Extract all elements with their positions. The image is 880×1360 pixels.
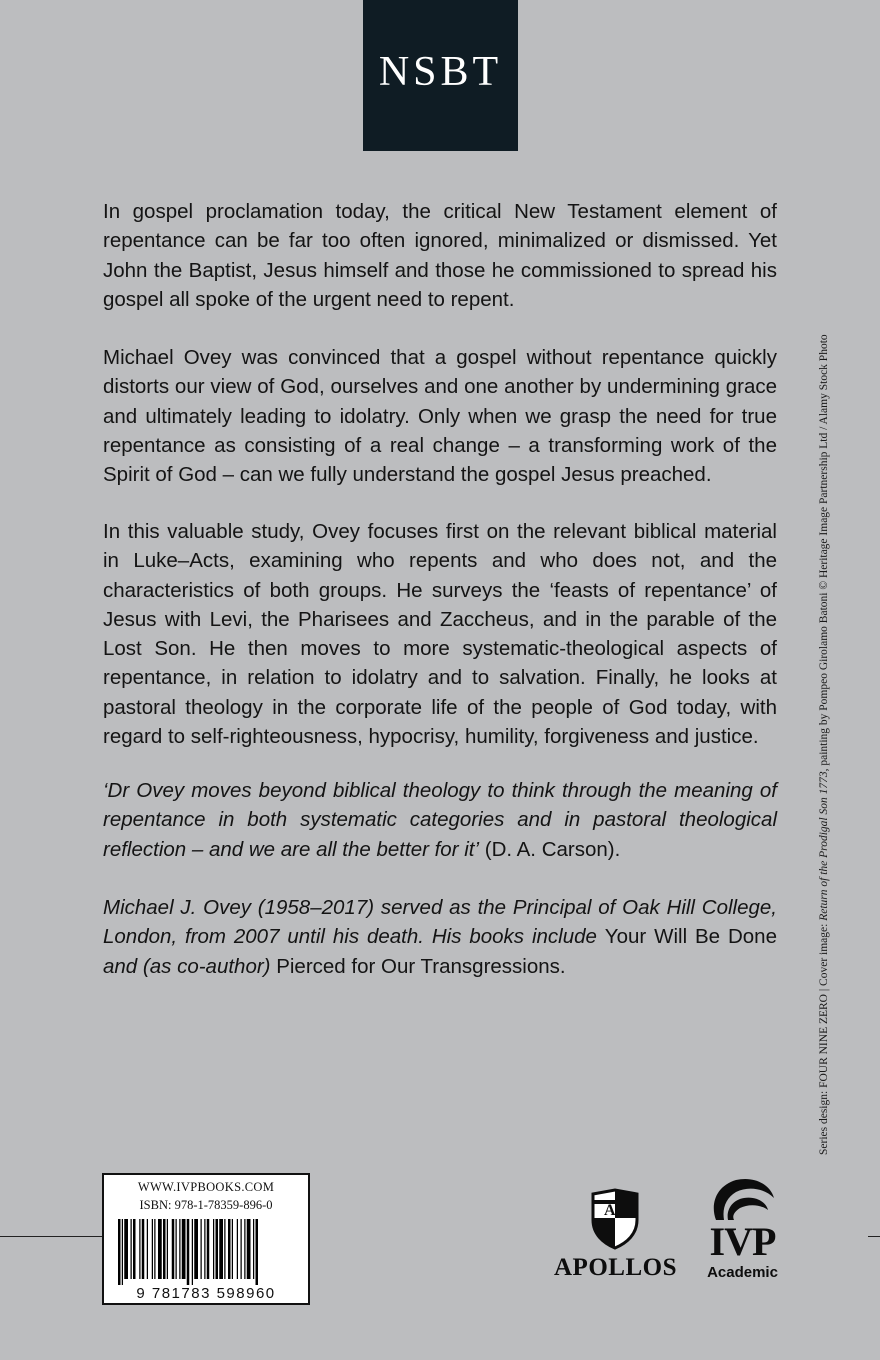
barcode-bar	[152, 1219, 153, 1279]
barcode-bar	[122, 1219, 123, 1285]
barcode-bar	[192, 1219, 193, 1285]
nsbt-series-logo	[363, 0, 518, 151]
blurb-paragraph-2: Michael Ovey was convinced that a gospel without repentance quickly distorts our view of God, ourselves and one another by undermining grace and ultimately leading to idolatry. Only when we grasp the need for true repentance as consisting of a real change – a transforming work of the Spirit of God – can we fully understand the gospel Jesus preached.	[103, 346, 777, 487]
endorsement-quote	[103, 776, 777, 864]
bio-text-a: Michael J. Ovey (1958–2017) served as the Principal of Oak Hill College, London, from 2007 until his death. His books include	[103, 896, 777, 949]
trim-line-right	[868, 1236, 880, 1237]
barcode-bar	[213, 1219, 214, 1279]
apollos-shield-icon	[589, 1188, 641, 1250]
barcode-bar	[124, 1219, 128, 1279]
barcode-bar	[139, 1219, 140, 1279]
barcode-bar	[247, 1219, 251, 1279]
barcode-bar	[172, 1219, 175, 1279]
barcode-bar	[133, 1219, 136, 1279]
barcode-bar	[232, 1219, 233, 1279]
barcode-bar	[131, 1219, 132, 1279]
shield-letter: A	[604, 1202, 616, 1219]
barcode-bar	[167, 1219, 168, 1279]
bio-book-2: Pierced for Our Transgressions	[276, 954, 560, 978]
nsbt-logo-text: NSBT	[378, 48, 503, 95]
barcode-bar	[207, 1219, 210, 1279]
blurb-paragraph-3: In this valuable study, Ovey focuses first on the relevant biblical material in Luke–Acts, examining who repents and who does not, and the characteristics of both groups. He surveys the ‘feasts of repentance’ of Jesus with Levi, the Pharisees and Zaccheus, and in the parable of the Lost Son. He then moves to more systematic-theological aspects of repentance, in relation to idolatry and to salvation. Finally, he looks at pastoral theology in the corporate life of the people of God today, with regard to self-righteousness, hypocrisy, humility, forgiveness and justice.	[103, 520, 777, 749]
barcode-bar	[176, 1219, 177, 1279]
barcode-bar	[187, 1219, 190, 1285]
blurb-paragraph-1: In gospel proclamation today, the critical New Testament element of repentance can be far too often ignored, minimalized or dismissed. Yet John the Baptist, Jesus himself and those he commissioned to spread his gospel all spoke of the urgent need to repent.	[103, 200, 777, 311]
author-bio	[103, 893, 777, 981]
ivp-academic-label: Academic	[707, 1264, 778, 1281]
barcode-bar	[118, 1219, 121, 1285]
apollos-wordmark: APOLLOS	[554, 1254, 677, 1281]
barcode-bar	[241, 1219, 242, 1279]
barcode-bar	[142, 1219, 145, 1279]
barcode-bar	[237, 1219, 238, 1279]
apollos-logo	[553, 1188, 678, 1283]
barcode-bar	[219, 1219, 223, 1279]
barcode-bar	[224, 1219, 225, 1279]
bio-book-1: Your Will Be Done	[604, 925, 777, 949]
barcode-bar	[194, 1219, 198, 1279]
quote-text: ‘Dr Ovey moves beyond biblical theology to think through the meaning of repentance in both systematic categories and in pastoral theological reflection – and we are all the better for it’	[103, 779, 777, 861]
barcode-bar	[256, 1219, 259, 1285]
barcode-bar	[204, 1219, 205, 1279]
ivp-wordmark: IVP	[709, 1219, 776, 1264]
barcode-bar	[244, 1219, 245, 1279]
trim-line-left	[0, 1236, 102, 1237]
isbn-label: ISBN: 978-1-78359-896-0	[139, 1198, 273, 1212]
barcode-bar	[158, 1219, 162, 1279]
barcode-bars	[112, 1219, 300, 1285]
credit-painting-title: Return of the Prodigal Son 1773	[818, 771, 830, 921]
barcode-bar	[179, 1219, 180, 1279]
design-credit	[818, 195, 830, 1155]
barcode-bar	[182, 1219, 186, 1279]
barcode-digits: 9 781783 598960	[136, 1285, 276, 1302]
barcode-bar	[253, 1219, 254, 1279]
quote-attribution: (D. A. Carson).	[479, 837, 621, 861]
barcode-bar	[147, 1219, 148, 1279]
ivp-academic-logo	[700, 1176, 785, 1286]
ivp-flame-icon	[706, 1176, 778, 1224]
barcode-bar	[228, 1219, 231, 1279]
barcode-box	[102, 1173, 310, 1305]
barcode-bar	[216, 1219, 219, 1279]
publisher-website: WWW.IVPBOOKS.COM	[137, 1180, 275, 1194]
credit-c: , painting by Pompeo Girolamo Batoni © Heritage Image Partnership Ltd / Alamy Stock Photo	[818, 334, 830, 772]
barcode-bar	[201, 1219, 202, 1279]
bio-end: .	[559, 954, 566, 978]
bio-text-b: and (as co-author)	[103, 954, 277, 978]
barcode-bar	[163, 1219, 166, 1279]
credit-a: Series design: FOUR NINE ZERO | Cover image:	[818, 920, 830, 1155]
barcode-bar	[154, 1219, 155, 1279]
